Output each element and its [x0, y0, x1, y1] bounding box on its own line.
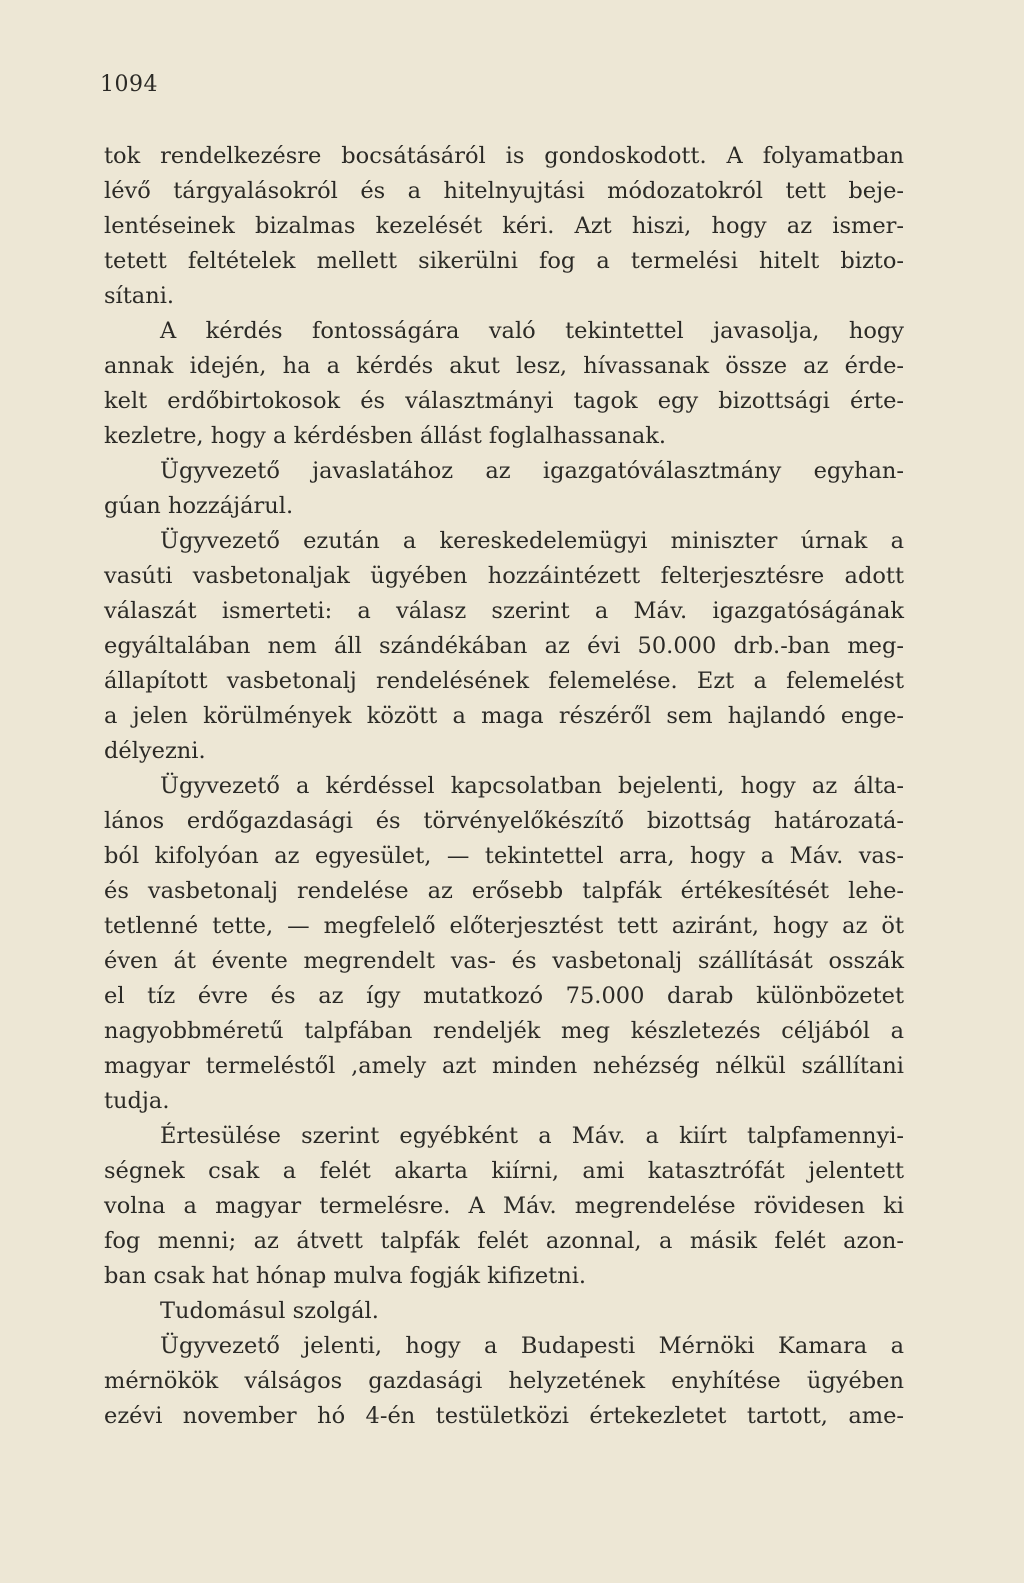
- text-line: volna a magyar termelésre. A Máv. megrendelése rövidesen ki: [104, 1193, 904, 1219]
- text-line: kelt erdőbirtokosok és választmányi tagok egy bizottsági érte-: [104, 388, 904, 414]
- text-line: ban csak hat hónap mulva fogják kifizetni.: [104, 1263, 587, 1289]
- text-line: és vasbetonalj rendelése az erősebb talpfák értékesítését lehe-: [104, 878, 904, 904]
- text-line: válaszát ismerteti: a válasz szerint a Máv. igazgatóságának: [104, 598, 904, 624]
- text-line: mérnökök válságos gazdasági helyzetének enyhítése ügyében: [104, 1368, 904, 1394]
- page-number: 1094: [100, 72, 158, 97]
- text-line: Ügyvezető ezután a kereskedelemügyi miniszter úrnak a: [160, 528, 904, 554]
- text-line: fog menni; az átvett talpfák felét azonnal, a másik felét azon-: [104, 1228, 904, 1254]
- text-line: a jelen körülmények között a maga részéről sem hajlandó enge-: [104, 703, 904, 729]
- text-line: lentéseinek bizalmas kezelését kéri. Azt hiszi, hogy az ismer-: [104, 213, 904, 239]
- text-line: éven át évente megrendelt vas- és vasbetonalj szállítását osszák: [104, 948, 904, 974]
- text-line: délyezni.: [104, 738, 206, 764]
- text-line: Tudomásul szolgál.: [160, 1298, 379, 1324]
- text-line: A kérdés fontosságára való tekintettel javasolja, hogy: [160, 318, 904, 344]
- text-line: Ügyvezető jelenti, hogy a Budapesti Mérnöki Kamara a: [160, 1333, 904, 1359]
- text-line: magyar termeléstől ,amely azt minden nehézség nélkül szállítani: [104, 1053, 904, 1079]
- text-line: tetett feltételek mellett sikerülni fog a termelési hitelt bizto-: [104, 248, 904, 274]
- text-line: tudja.: [104, 1088, 170, 1114]
- text-line: Ügyvezető a kérdéssel kapcsolatban bejelenti, hogy az álta-: [160, 773, 904, 799]
- text-line: lévő tárgyalásokról és a hitelnyujtási módozatokról tett beje-: [104, 178, 904, 204]
- text-line: lános erdőgazdasági és törvényelőkészítő bizottság határozatá-: [104, 808, 904, 834]
- text-line: Ügyvezető javaslatához az igazgatóválasztmány egyhan-: [160, 458, 904, 484]
- text-line: tok rendelkezésre bocsátásáról is gondoskodott. A folyamatban: [104, 143, 904, 169]
- text-line: Értesülése szerint egyébként a Máv. a kiírt talpfamennyi-: [160, 1123, 904, 1149]
- text-line: állapított vasbetonalj rendelésének felemelése. Ezt a felemelést: [104, 668, 904, 694]
- text-line: ezévi november hó 4-én testületközi értekezletet tartott, ame-: [104, 1403, 904, 1429]
- text-line: tetlenné tette, — megfelelő előterjesztést tett aziránt, hogy az öt: [104, 913, 904, 939]
- text-line: annak idején, ha a kérdés akut lesz, hívassanak össze az érde-: [104, 353, 904, 379]
- text-line: ból kifolyóan az egyesület, — tekintettel arra, hogy a Máv. vas-: [104, 843, 904, 869]
- text-line: egyáltalában nem áll szándékában az évi 50.000 drb.-ban meg-: [104, 633, 904, 659]
- text-line: el tíz évre és az így mutatkozó 75.000 darab különbözetet: [104, 983, 904, 1009]
- text-line: nagyobbméretű talpfában rendeljék meg készletezés céljából a: [104, 1018, 904, 1044]
- text-line: ségnek csak a felét akarta kiírni, ami katasztrófát jelentett: [104, 1158, 904, 1184]
- text-line: kezletre, hogy a kérdésben állást foglalhassanak.: [104, 423, 667, 449]
- body-text: [104, 139, 904, 1434]
- text-line: sítani.: [104, 283, 175, 309]
- text-line: gúan hozzájárul.: [104, 493, 294, 519]
- text-line: vasúti vasbetonaljak ügyében hozzáintézett felterjesztésre adott: [104, 563, 904, 589]
